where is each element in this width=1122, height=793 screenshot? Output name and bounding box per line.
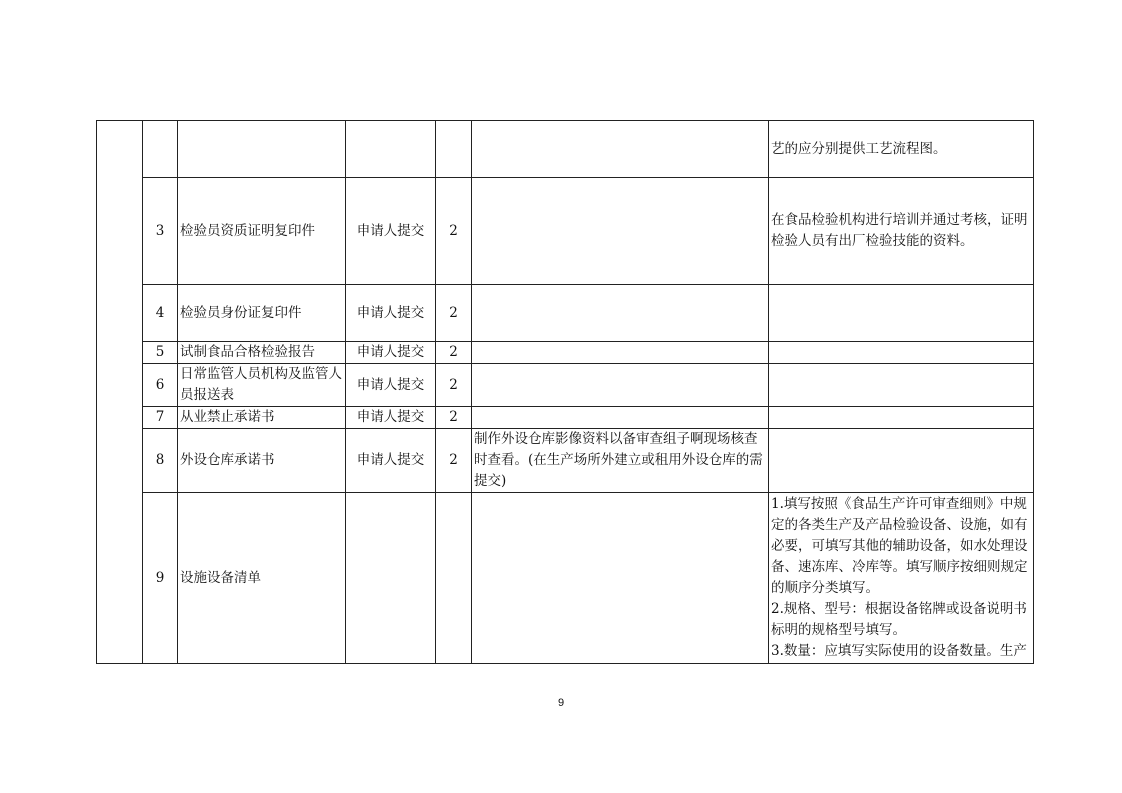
requirement <box>472 407 769 429</box>
row-number: 8 <box>143 429 178 493</box>
material-name: 日常监管人员机构及监管人员报送表 <box>178 364 346 407</box>
note-line: 定的各类生产及产品检验设备、设施，如有 <box>771 517 1028 533</box>
note-line: 必要，可填写其他的辅助设备，如水处理设 <box>771 538 1028 554</box>
requirement <box>472 493 769 664</box>
submitter: 申请人提交 <box>346 342 436 364</box>
requirement <box>472 121 769 178</box>
copies: 2 <box>436 285 472 342</box>
row-number: 9 <box>143 493 178 664</box>
note-line: 的顺序分类填写。 <box>771 580 879 596</box>
category-cell <box>97 121 143 664</box>
table-row <box>97 178 1034 285</box>
submitter: 申请人提交 <box>346 407 436 429</box>
copies <box>436 121 472 178</box>
note <box>769 342 1034 364</box>
note <box>769 493 1034 664</box>
submitter: 申请人提交 <box>346 285 436 342</box>
copies: 2 <box>436 407 472 429</box>
row-number: 5 <box>143 342 178 364</box>
row-number: 7 <box>143 407 178 429</box>
note <box>769 407 1034 429</box>
row-number: 6 <box>143 364 178 407</box>
material-name: 试制食品合格检验报告 <box>178 342 346 364</box>
row-number <box>143 121 178 178</box>
submitter: 申请人提交 <box>346 364 436 407</box>
table-row <box>97 429 1034 493</box>
requirement <box>472 342 769 364</box>
copies: 2 <box>436 342 472 364</box>
requirement <box>472 364 769 407</box>
note <box>769 429 1034 493</box>
table-row <box>97 285 1034 342</box>
requirement <box>472 285 769 342</box>
table-row <box>97 121 1034 178</box>
note <box>769 121 1034 178</box>
material-name <box>178 121 346 178</box>
table-row <box>97 493 1034 664</box>
table-row <box>97 342 1034 364</box>
material-name: 外设仓库承诺书 <box>178 429 346 493</box>
note-line: 备、速冻库、冷库等。填写顺序按细则规定 <box>771 559 1028 575</box>
note-line: 3.数量：应填写实际使用的设备数量。生产 <box>771 643 1027 659</box>
submitter <box>346 121 436 178</box>
copies: 2 <box>436 178 472 285</box>
note-line: 在食品检验机构进行培训并通过考核，证明 <box>771 212 1028 228</box>
note <box>769 285 1034 342</box>
page-number: 9 <box>557 697 565 709</box>
submitter: 申请人提交 <box>346 178 436 285</box>
table-row <box>97 364 1034 407</box>
copies: 2 <box>436 429 472 493</box>
row-number: 4 <box>143 285 178 342</box>
note-line: 标明的规格型号填写。 <box>771 622 906 638</box>
table-row <box>97 407 1034 429</box>
material-name: 从业禁止承诺书 <box>178 407 346 429</box>
submitter: 申请人提交 <box>346 429 436 493</box>
note-line: 1.填写按照《食品生产许可审查细则》中规 <box>771 496 1027 512</box>
material-name: 检验员资质证明复印件 <box>178 178 346 285</box>
note-line: 2.规格、型号：根据设备铭牌或设备说明书 <box>771 601 1027 617</box>
material-name: 检验员身份证复印件 <box>178 285 346 342</box>
copies <box>436 493 472 664</box>
material-name: 设施设备清单 <box>178 493 346 664</box>
row-number: 3 <box>143 178 178 285</box>
note <box>769 178 1034 285</box>
materials-table <box>96 120 1034 664</box>
submitter <box>346 493 436 664</box>
note-line: 检验人员有出厂检验技能的资料。 <box>771 233 974 249</box>
copies: 2 <box>436 364 472 407</box>
requirement <box>472 178 769 285</box>
note-line: 艺的应分别提供工艺流程图。 <box>771 140 947 157</box>
requirement: 制作外设仓库影像资料以备审查组子啊现场核查时查看。(在生产场所外建立或租用外设仓库的需提交) <box>472 429 769 493</box>
note <box>769 364 1034 407</box>
